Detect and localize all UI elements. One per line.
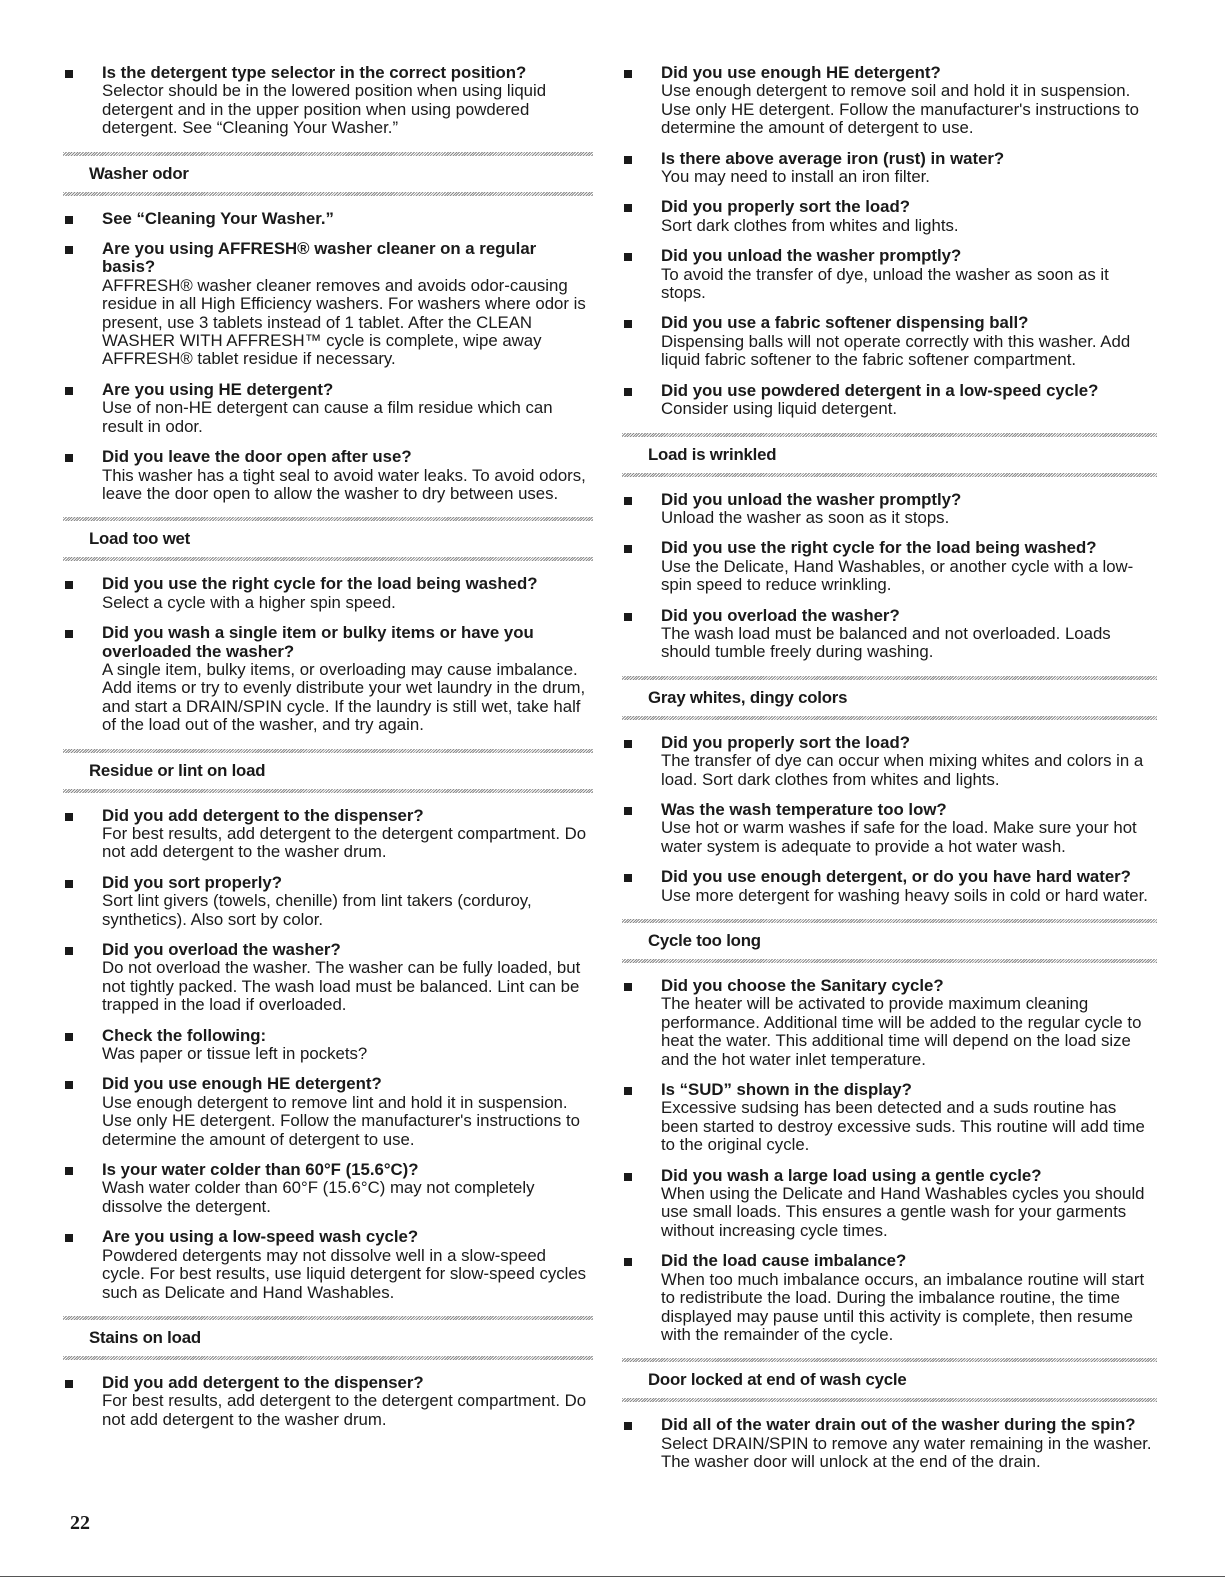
- square-bullet-icon: [624, 1422, 632, 1430]
- square-bullet-icon: [624, 388, 632, 396]
- troubleshooting-item: [622, 198, 1157, 235]
- question-text: Did all of the water drain out of the washer during the spin?: [661, 1415, 1136, 1435]
- right-column: [622, 64, 1157, 1484]
- square-bullet-icon: [65, 1167, 73, 1175]
- answer-text: Use of non-HE detergent can cause a film residue which can result in odor.: [102, 398, 553, 436]
- section-rule: [622, 1398, 1157, 1402]
- section-rule: [622, 959, 1157, 963]
- answer-text: For best results, add detergent to the detergent compartment. Do not add detergent to the washer drum.: [102, 1391, 587, 1429]
- troubleshooting-item: [622, 734, 1157, 789]
- question-text: Are you using AFFRESH® washer cleaner on a regular basis?: [102, 239, 537, 277]
- answer-text: The heater will be activated to provide maximum cleaning performance. Additional time will be added to the regular cycle to heat the water. This additional time will depend on the load size and the hot water inlet temperature.: [661, 994, 1142, 1069]
- answer-text: Was paper or tissue left in pockets?: [102, 1044, 368, 1064]
- square-bullet-icon: [65, 1081, 73, 1089]
- answer-text: Use enough detergent to remove soil and hold it in suspension. Use only HE detergent. Follow the manufacturer's instructions to determine the amount of detergent to use.: [661, 81, 1139, 138]
- question-text: Did you wash a single item or bulky items or have you overloaded the washer?: [102, 623, 534, 661]
- question-text: Did you use enough HE detergent?: [102, 1074, 382, 1094]
- troubleshooting-item: [63, 1374, 593, 1429]
- question-text: Did you use enough detergent, or do you have hard water?: [661, 867, 1131, 887]
- question-text: Did you wash a large load using a gentle cycle?: [661, 1165, 1042, 1185]
- troubleshooting-item: [63, 807, 593, 862]
- question-text: Was the wash temperature too low?: [661, 799, 947, 819]
- answer-text: Wash water colder than 60°F (15.6°C) may not completely dissolve the detergent.: [102, 1178, 535, 1216]
- section-rule: [63, 557, 593, 561]
- answer-text: A single item, bulky items, or overloading may cause imbalance. Add items or try to evenly distribute your wet laundry in the drum, and start a DRAIN/SPIN cycle. If the laundry is still wet, take half of the load out of the washer, and try again.: [102, 659, 586, 735]
- square-bullet-icon: [624, 204, 632, 212]
- square-bullet-icon: [65, 454, 73, 462]
- troubleshooting-item: [63, 1161, 593, 1216]
- square-bullet-icon: [65, 1234, 73, 1242]
- section-title: Load is wrinkled: [648, 444, 777, 464]
- section-header: [63, 152, 593, 196]
- answer-text: Select DRAIN/SPIN to remove any water remaining in the washer. The washer door will unlock at the end of the drain.: [661, 1433, 1152, 1472]
- section-rule: [622, 473, 1157, 477]
- answer-text: The wash load must be balanced and not overloaded. Loads should tumble freely during washing.: [661, 623, 1111, 662]
- troubleshooting-item: [622, 150, 1157, 187]
- square-bullet-icon: [624, 545, 632, 553]
- answer-text: Excessive sudsing has been detected and a suds routine has been started to destroy excessive suds. This routine will add time to the original cycle.: [661, 1098, 1145, 1155]
- question-text: Did you choose the Sanitary cycle?: [661, 976, 944, 995]
- square-bullet-icon: [65, 880, 73, 888]
- section-header: [622, 1358, 1157, 1402]
- question-text: Is “SUD” shown in the display?: [661, 1080, 912, 1100]
- question-text: Did you properly sort the load?: [661, 732, 910, 752]
- section-title: Door locked at end of wash cycle: [648, 1370, 907, 1390]
- troubleshooting-item: [622, 64, 1157, 138]
- troubleshooting-item: [63, 874, 593, 929]
- section-header: [622, 676, 1157, 720]
- section-header: [63, 749, 593, 793]
- square-bullet-icon: [65, 947, 73, 955]
- troubleshooting-item: [622, 314, 1157, 369]
- question-text: Did you use powdered detergent in a low-speed cycle?: [661, 380, 1099, 400]
- section-header: [63, 1316, 593, 1360]
- question-text: Did you leave the door open after use?: [102, 447, 412, 467]
- answer-text: Use enough detergent to remove lint and hold it in suspension. Use only HE detergent. Follow the manufacturer's instructions to determine the amount of detergent to use.: [102, 1092, 580, 1149]
- answer-text: Select a cycle with a higher spin speed.: [102, 592, 396, 612]
- question-text: Did you unload the washer promptly?: [661, 489, 962, 509]
- square-bullet-icon: [65, 1380, 73, 1388]
- troubleshooting-item: [622, 607, 1157, 662]
- troubleshooting-item: [622, 491, 1157, 528]
- square-bullet-icon: [624, 1258, 632, 1266]
- square-bullet-icon: [624, 253, 632, 261]
- question-text: Are you using HE detergent?: [102, 379, 334, 399]
- question-text: Did you use enough HE detergent?: [661, 63, 941, 82]
- square-bullet-icon: [65, 1033, 73, 1041]
- section-rule: [63, 1356, 593, 1360]
- question-text: Did you use the right cycle for the load being washed?: [102, 574, 538, 594]
- troubleshooting-item: [622, 1252, 1157, 1344]
- troubleshooting-item: [622, 977, 1157, 1069]
- troubleshooting-item: [63, 210, 593, 228]
- question-text: Did you use the right cycle for the load being washed?: [661, 538, 1097, 558]
- section-header: [622, 433, 1157, 477]
- answer-text: Consider using liquid detergent.: [661, 399, 898, 419]
- question-text: Is there above average iron (rust) in water?: [661, 148, 1005, 168]
- section-title: Load too wet: [89, 529, 191, 549]
- question-text: Did you sort properly?: [102, 872, 282, 892]
- question-text: Is your water colder than 60°F (15.6°C)?: [102, 1160, 419, 1180]
- troubleshooting-item: [63, 575, 593, 612]
- troubleshooting-item: [622, 1416, 1157, 1471]
- answer-text: For best results, add detergent to the detergent compartment. Do not add detergent to the washer drum.: [102, 823, 587, 862]
- troubleshooting-item: [63, 64, 593, 138]
- troubleshooting-item: [63, 448, 593, 503]
- square-bullet-icon: [624, 613, 632, 621]
- troubleshooting-item: [622, 1081, 1157, 1155]
- answer-text: Sort lint givers (towels, chenille) from lint takers (corduroy, synthetics). Also sort by color.: [102, 891, 532, 929]
- troubleshooting-item: [622, 382, 1157, 419]
- question-text: Is the detergent type selector in the correct position?: [102, 63, 527, 82]
- square-bullet-icon: [624, 320, 632, 328]
- troubleshooting-item: [622, 1167, 1157, 1241]
- question-text: Did you overload the washer?: [661, 605, 900, 625]
- answer-text: The transfer of dye can occur when mixing whites and colors in a load. Sort dark clothes from whites and lights.: [661, 751, 1144, 789]
- section-header: [63, 517, 593, 561]
- answer-text: Sort dark clothes from whites and lights.: [661, 215, 959, 235]
- answer-text: Use hot or warm washes if safe for the load. Make sure your hot water system is adequate to provide a hot water wash.: [661, 818, 1137, 856]
- section-title: Cycle too long: [648, 931, 761, 950]
- troubleshooting-item: [63, 240, 593, 369]
- answer-text: You may need to install an iron filter.: [661, 167, 930, 187]
- section-title: Residue or lint on load: [89, 760, 266, 780]
- square-bullet-icon: [65, 630, 73, 638]
- answer-text: Do not overload the washer. The washer can be fully loaded, but not tightly packed. The wash load must be balanced. Lint can be trapped in the load if overloaded.: [102, 958, 581, 1015]
- square-bullet-icon: [624, 807, 632, 815]
- question-text: Did you use a fabric softener dispensing ball?: [661, 313, 1029, 333]
- section-title: Stains on load: [89, 1327, 201, 1347]
- square-bullet-icon: [624, 70, 632, 78]
- question-text: See “Cleaning Your Washer.”: [102, 208, 334, 228]
- section-header: [622, 919, 1157, 963]
- troubleshooting-item: [622, 539, 1157, 594]
- answer-text: When using the Delicate and Hand Washables cycles you should use small loads. This ensures a gentle wash for your garments without increasing cycle times.: [661, 1184, 1145, 1240]
- question-text: Are you using a low-speed wash cycle?: [102, 1227, 419, 1247]
- square-bullet-icon: [624, 1173, 632, 1181]
- square-bullet-icon: [624, 740, 632, 748]
- answer-text: This washer has a tight seal to avoid water leaks. To avoid odors, leave the door open to allow the washer to dry between uses.: [102, 465, 586, 503]
- section-rule: [63, 789, 593, 793]
- troubleshooting-item: [63, 381, 593, 436]
- section-rule: [63, 192, 593, 196]
- page-number: 22: [70, 1512, 90, 1534]
- troubleshooting-item: [63, 941, 593, 1015]
- question-text: Did you unload the washer promptly?: [661, 246, 962, 266]
- answer-text: To avoid the transfer of dye, unload the washer as soon as it stops.: [661, 264, 1109, 303]
- troubleshooting-item: [63, 1228, 593, 1302]
- square-bullet-icon: [624, 156, 632, 164]
- square-bullet-icon: [65, 581, 73, 589]
- answer-text: AFFRESH® washer cleaner removes and avoids odor-causing residue in all High Efficiency washers. For washers where odor is present, use 3 tablets instead of 1 tablet. After the CLEAN WASHER WITH AFFRESH™ cycle is complete, wipe away AFFRESH® tablet residue if necessary.: [102, 275, 586, 369]
- question-text: Did you add detergent to the dispenser?: [102, 805, 424, 825]
- question-text: Did you properly sort the load?: [661, 197, 910, 217]
- question-text: Did the load cause imbalance?: [661, 1251, 907, 1271]
- answer-text: Unload the washer as soon as it stops.: [661, 507, 950, 527]
- square-bullet-icon: [65, 387, 73, 395]
- square-bullet-icon: [624, 1087, 632, 1095]
- troubleshooting-item: [63, 624, 593, 734]
- troubleshooting-item: [63, 1075, 593, 1149]
- left-column: [63, 64, 593, 1441]
- bottom-rule: [0, 1576, 1225, 1577]
- question-text: Did you overload the washer?: [102, 940, 341, 959]
- question-text: Check the following:: [102, 1025, 267, 1045]
- square-bullet-icon: [624, 983, 632, 991]
- answer-text: Dispensing balls will not operate correctly with this washer. Add liquid fabric softener to the fabric softener compartment.: [661, 331, 1131, 370]
- section-title: Washer odor: [89, 163, 189, 183]
- square-bullet-icon: [65, 813, 73, 821]
- section-title: Gray whites, dingy colors: [648, 687, 848, 707]
- square-bullet-icon: [624, 497, 632, 505]
- answer-text: Use the Delicate, Hand Washables, or another cycle with a low-spin speed to reduce wrinkling.: [661, 556, 1134, 595]
- answer-text: Selector should be in the lowered position when using liquid detergent and in the upper position when using powdered detergent. See “Cleaning Your Washer.”: [102, 81, 547, 138]
- troubleshooting-item: [63, 1027, 593, 1064]
- square-bullet-icon: [624, 874, 632, 882]
- troubleshooting-item: [622, 247, 1157, 302]
- troubleshooting-item: [622, 801, 1157, 856]
- square-bullet-icon: [65, 70, 73, 78]
- square-bullet-icon: [65, 216, 73, 224]
- troubleshooting-item: [622, 868, 1157, 905]
- section-rule: [622, 716, 1157, 720]
- square-bullet-icon: [65, 246, 73, 254]
- answer-text: When too much imbalance occurs, an imbalance routine will start to redistribute the load. During the imbalance routine, the time displayed may pause until this activity is complete, then resume with the remainder of the cycle.: [661, 1269, 1145, 1344]
- answer-text: Powdered detergents may not dissolve well in a slow-speed cycle. For best results, use liquid detergent for slow-speed cycles such as Delicate and Hand Washables.: [102, 1245, 587, 1302]
- answer-text: Use more detergent for washing heavy soils in cold or hard water.: [661, 885, 1148, 905]
- question-text: Did you add detergent to the dispenser?: [102, 1372, 424, 1392]
